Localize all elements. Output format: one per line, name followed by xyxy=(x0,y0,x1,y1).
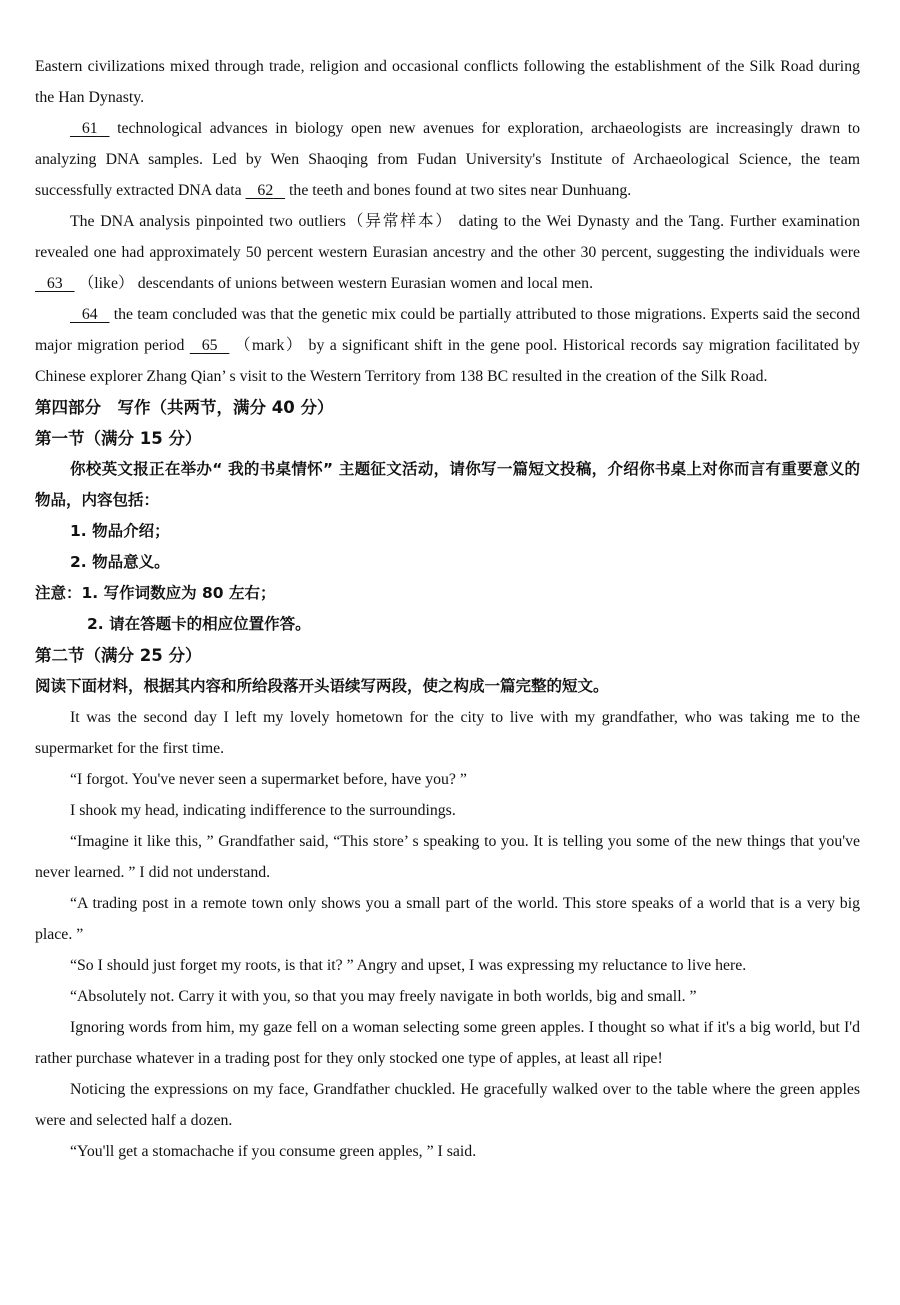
note-line xyxy=(35,578,860,609)
note-label: 注意： xyxy=(35,584,82,602)
blank-63: 63 xyxy=(46,275,63,292)
story-paragraph: It was the second day I left my lovely hometown for the city to live with my grandfather, who was taking me to the supermarket for the first time. xyxy=(35,709,860,757)
story-paragraph: “You'll get a stomachache if you consume green apples, ” I said. xyxy=(70,1143,477,1160)
story-paragraph: “So I should just forget my roots, is that it? ” Angry and upset, I was expressing my reluctance to live here. xyxy=(70,957,747,974)
passage-paragraph-4 xyxy=(35,299,860,392)
blank-61: 61 xyxy=(81,120,98,137)
note-item: 2. 请在答题卡的相应位置作答。 xyxy=(87,615,311,633)
section-one-prompt: 你校英文报正在举办“ 我的书桌情怀” 主题征文活动，请你写一篇短文投稿，介绍你书桌上对你而言有重要意义的物品，内容包括： xyxy=(35,460,860,509)
passage-text: the teeth and bones found at two sites near Dunhuang. xyxy=(285,182,632,199)
story-paragraph: “I forgot. You've never seen a supermarket before, have you? ” xyxy=(70,771,467,788)
blank-65: 65 xyxy=(201,337,218,354)
section-two-title: 第二节（满分 25 分） xyxy=(35,646,202,665)
story-paragraph: I shook my head, indicating indifference to the surroundings. xyxy=(70,802,456,819)
story-paragraph: Ignoring words from him, my gaze fell on a woman selecting some green apples. I thought so what if it's a big world, but I'd rather purchase whatever in a trading post for they only stocked one type of apples, at least all ripe! xyxy=(35,1019,860,1067)
section-two-prompt: 阅读下面材料，根据其内容和所给段落开头语续写两段，使之构成一篇完整的短文。 xyxy=(35,677,609,695)
story-paragraph: “Absolutely not. Carry it with you, so that you may freely navigate in both worlds, big and small. ” xyxy=(70,988,697,1005)
passage-text: （mark） by a significant shift in the gene pool. Historical records say migration facilitated by Chinese explorer Zhang Qian’ s visit to the Western Territory from 138 BC resulted in the creation of the Silk Road. xyxy=(35,337,860,385)
passage-paragraph-2 xyxy=(35,113,860,206)
blank-62: 62 xyxy=(257,182,274,199)
passage-paragraph-1: Eastern civilizations mixed through trade, religion and occasional conflicts following the establishment of the Silk Road during the Han Dynasty. xyxy=(35,58,860,106)
section-one-item: 1. 物品介绍； xyxy=(70,522,170,540)
passage-text: the team concluded was that the genetic mix could be partially attributed to those migrations. Experts said the second major migration period xyxy=(35,306,860,354)
passage-paragraph-3 xyxy=(35,206,860,299)
section-one-title: 第一节（满分 15 分） xyxy=(35,429,202,448)
note-item: 1. 写作词数应为 80 左右； xyxy=(81,584,276,602)
part-four-title: 第四部分 写作（共两节，满分 40 分） xyxy=(35,398,334,417)
passage-text: （like） descendants of unions between western Eurasian women and local men. xyxy=(74,275,594,292)
section-one-item: 2. 物品意义。 xyxy=(70,553,170,571)
blank-64: 64 xyxy=(81,306,98,323)
story-paragraph: “Imagine it like this, ” Grandfather said, “This store’ s speaking to you. It is telling you some of the new things that you've never learned. ” I did not understand. xyxy=(35,833,860,881)
passage-text: technological advances in biology open new avenues for exploration, archaeologists are increasingly drawn to analyzing DNA samples. Led by Wen Shaoqing from Fudan University's Institute of Archaeological Science, the team successfully extracted DNA data xyxy=(35,120,860,199)
story-paragraph: “A trading post in a remote town only shows you a small part of the world. This store speaks of a world that is a very big place. ” xyxy=(35,895,860,943)
passage-text: The DNA analysis pinpointed two outliers（异常样本） dating to the Wei Dynasty and the Tang. Further examination revealed one had approximately 50 percent western Eurasian ancestry and the other 30 percent, suggesting the individuals were xyxy=(35,213,860,261)
story-paragraph: Noticing the expressions on my face, Grandfather chuckled. He gracefully walked over to the table where the green apples were and selected half a dozen. xyxy=(35,1081,860,1129)
